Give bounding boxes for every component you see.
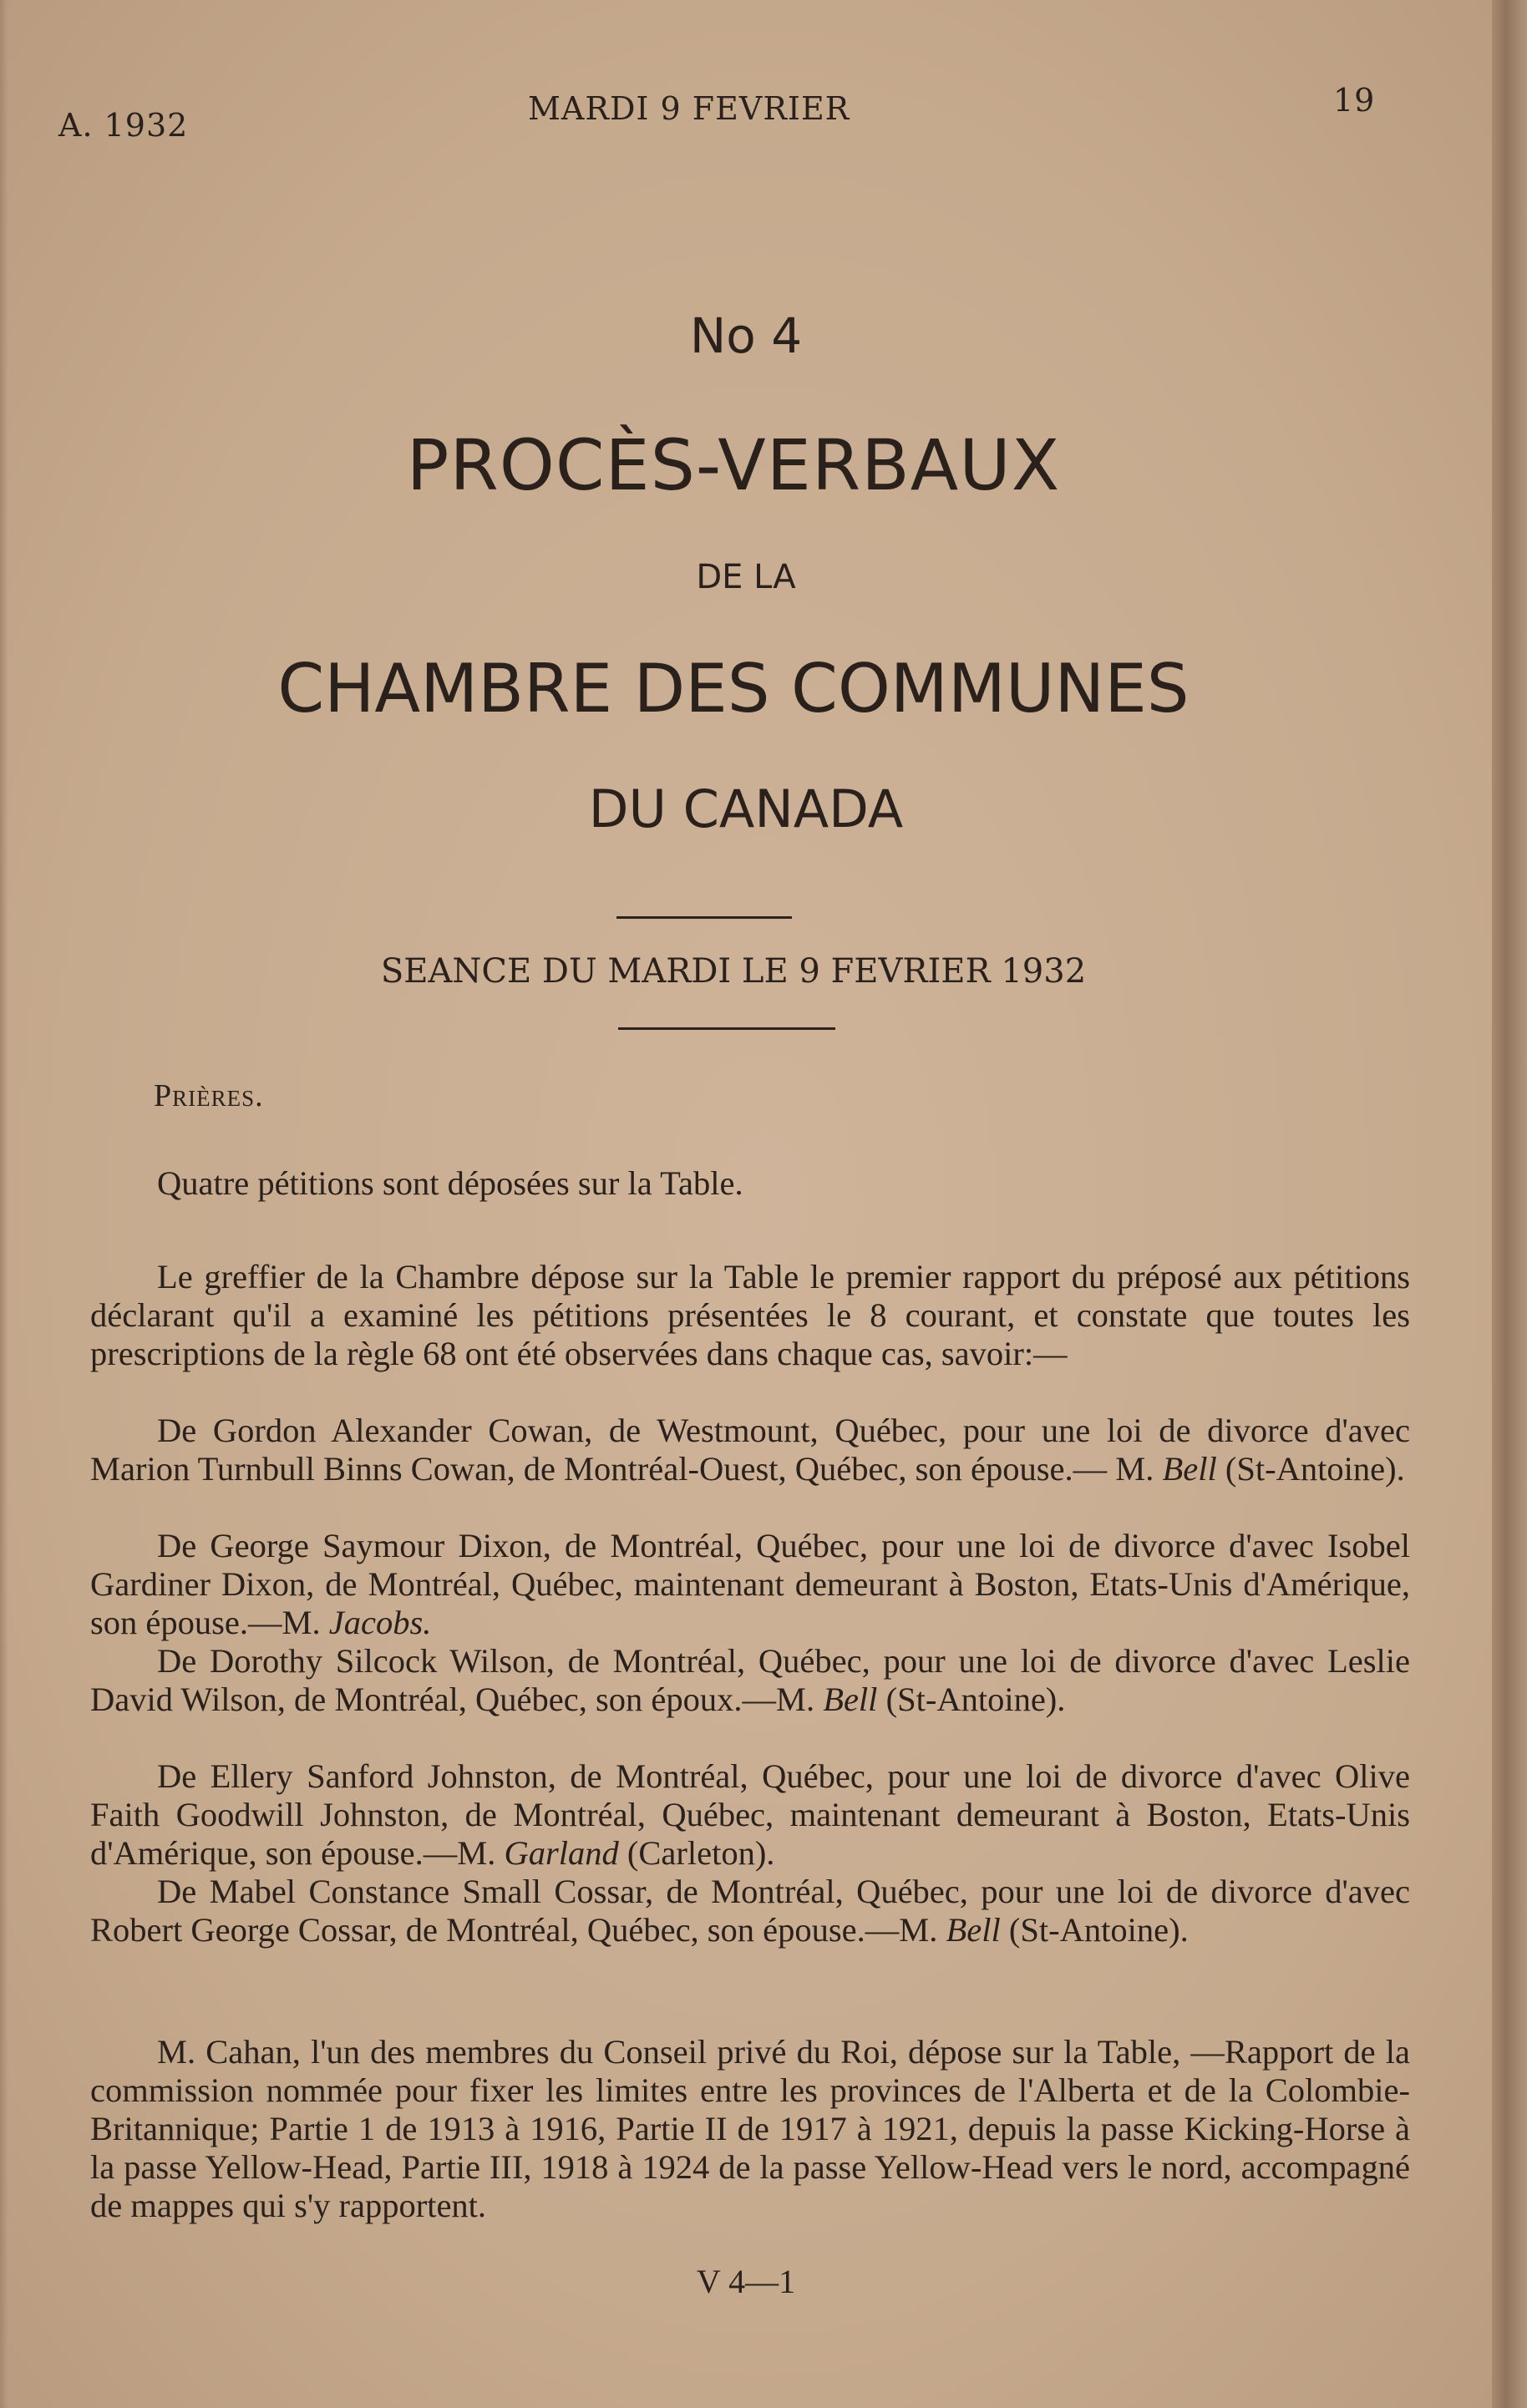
petition-item: De Mabel Constance Small Cossar, de Montréal, Québec, pour une loi de divorce d'avec Robert George Cossar, de Montréal, Québec, son épouse.—M. Bell (St-Antoine). — [90, 1873, 1410, 1949]
petition-item: De George Saymour Dixon, de Montréal, Québec, pour une loi de divorce d'avec Isobel Gardiner Dixon, de Montréal, Québec, maintenant demeurant à Boston, Etats-Unis d'Amérique, son épouse.—M. Jacobs. — [90, 1527, 1410, 1641]
petition-item: De Dorothy Silcock Wilson, de Montréal, Québec, pour une loi de divorce d'avec Leslie David Wilson, de Montréal, Québec, son époux.—M. Bell (St-Antoine). — [90, 1642, 1410, 1718]
sitting-number: No 4 — [689, 307, 803, 364]
page-number: 19 — [1333, 82, 1376, 119]
cahan-paragraph: M. Cahan, l'un des membres du Conseil privé du Roi, dépose sur la Table, —Rapport de la commission nommée pour fixer les limites entre les provinces de l'Alberta et de la Colombie-Britannique; Partie 1 de 1913 à 1916, Partie II de 1917 à 1921, depuis la passe Kicking-Horse à la passe Yellow-Head, Partie III, 1918 à 1924 de la passe Yellow-Head vers le nord, accompagné de mappes qui s'y rapportent. — [90, 2033, 1410, 2224]
member-name: Bell — [946, 1911, 1001, 1949]
member-name: Bell — [823, 1681, 878, 1718]
header-date: MARDI 9 FEVRIER — [528, 90, 850, 127]
header-year: A. 1932 — [58, 107, 189, 144]
page-right-edge — [1492, 0, 1527, 2408]
member-name: Jacobs. — [328, 1604, 432, 1641]
member-name: Garland — [504, 1834, 619, 1872]
document-title: PROCÈS-VERBAUX — [406, 424, 1061, 506]
rule-lower — [618, 1027, 835, 1030]
house-name: CHAMBRE DES COMMUNES — [277, 650, 1190, 727]
petitions-tabled-paragraph: Quatre pétitions sont déposées sur la Table. — [157, 1164, 743, 1202]
petition-item: De Gordon Alexander Cowan, de Westmount, Québec, pour une loi de divorce d'avec Marion Turnbull Binns Cowan, de Montréal-Ouest, Québec, son épouse.— M. Bell (St-Antoine). — [90, 1412, 1410, 1488]
prayers-heading: Prières. — [154, 1078, 264, 1113]
petition-item: De Ellery Sanford Johnston, de Montréal, Québec, pour une loi de divorce d'avec Olive Faith Goodwill Johnston, de Montréal, Québec, maintenant demeurant à Boston, Etats-Unis d'Amérique, son épouse.—M. Garland (Carleton). — [90, 1757, 1410, 1872]
member-name: Bell — [1162, 1450, 1217, 1488]
title-de-la: DE LA — [696, 558, 796, 596]
clerk-report-paragraph: Le greffier de la Chambre dépose sur la Table le premier rapport du préposé aux pétitions déclarant qu'il a examiné les pétitions présentées le 8 courant, et constate que toutes les prescriptions de la règle 68 ont été observées dans chaque cas, savoir:— — [90, 1258, 1410, 1372]
sheet-signature: V 4—1 — [696, 2263, 796, 2300]
country-name: DU CANADA — [588, 778, 904, 839]
rule-upper — [616, 916, 792, 919]
sitting-heading: SEANCE DU MARDI LE 9 FEVRIER 1932 — [380, 952, 1087, 991]
